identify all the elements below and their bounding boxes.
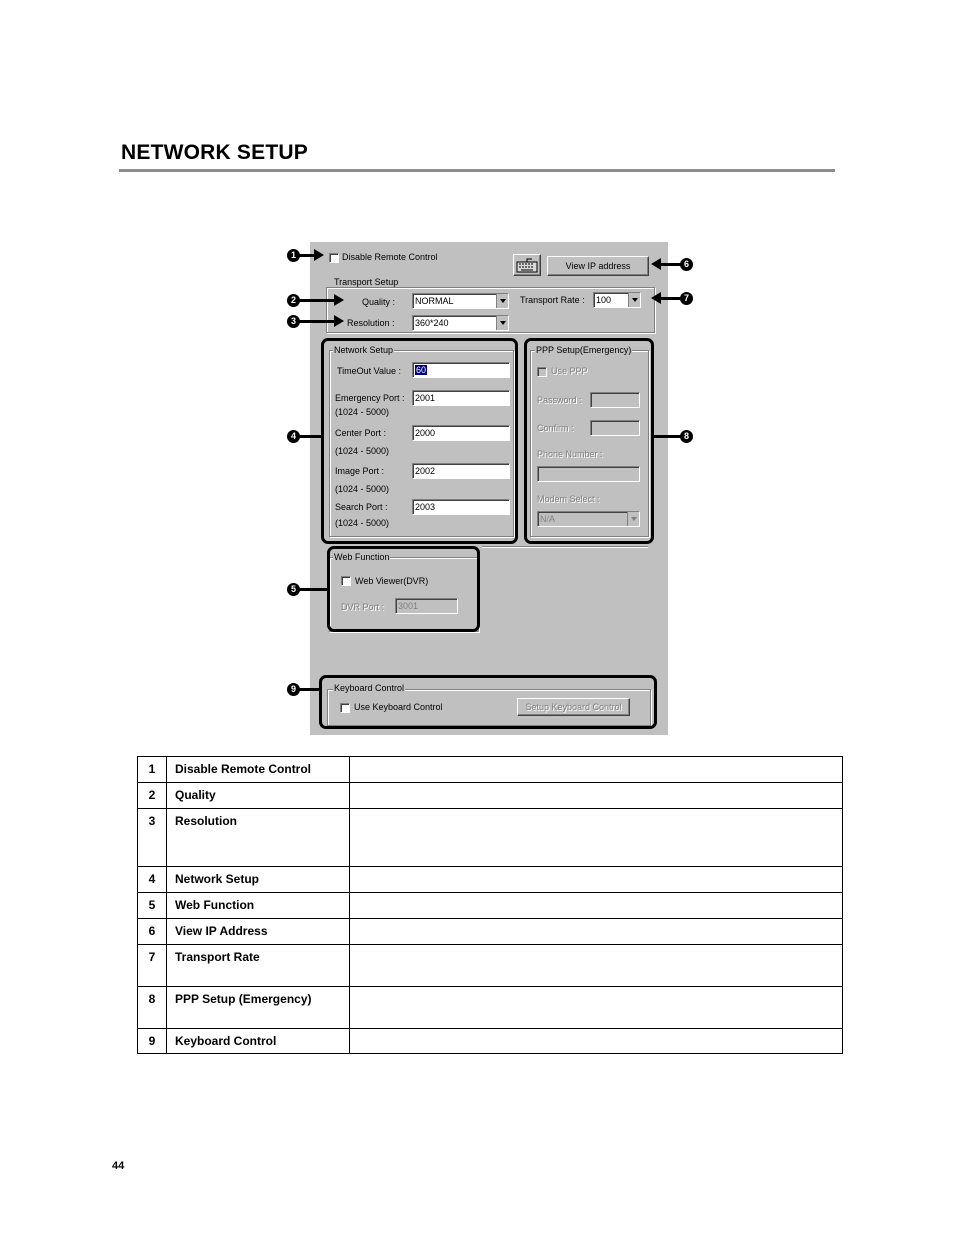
image-port-label: Image Port : (335, 466, 385, 476)
row-number: 2 (138, 783, 167, 809)
emergency-port-value: 2001 (415, 393, 436, 403)
use-keyboard-label: Use Keyboard Control (354, 702, 443, 712)
resolution-dropdown[interactable] (412, 315, 509, 331)
quality-value: NORMAL (415, 296, 454, 306)
confirm-label: Confirm : (537, 423, 574, 433)
web-viewer-label: Web Viewer(DVR) (355, 576, 429, 586)
callout-1: 1 (287, 249, 300, 262)
row-number: 3 (138, 809, 167, 867)
callout-box-keyboard (319, 675, 657, 729)
row-description (350, 893, 843, 919)
table-row (138, 987, 843, 1029)
row-description (350, 783, 843, 809)
image-port-range: (1024 - 5000) (335, 484, 390, 494)
center-port-range: (1024 - 5000) (335, 446, 390, 456)
separator-line (482, 546, 648, 547)
web-function-title: Web Function (334, 552, 390, 562)
row-number: 5 (138, 893, 167, 919)
keyboard-control-title: Keyboard Control (334, 683, 405, 693)
dvr-port-value: 3001 (398, 601, 419, 611)
table-row (138, 945, 843, 987)
phone-number-label: Phone Number : (537, 449, 603, 459)
table-row (138, 919, 843, 945)
row-name: Quality (167, 783, 350, 809)
arrow-line (298, 588, 329, 591)
arrow-line (298, 435, 323, 438)
chevron-down-icon[interactable] (628, 293, 640, 307)
quality-dropdown[interactable] (412, 293, 509, 309)
row-description (350, 1029, 843, 1054)
transport-setup-title: Transport Setup (334, 277, 399, 287)
row-description (350, 867, 843, 893)
resolution-value: 360*240 (415, 318, 449, 328)
arrow-line (298, 299, 334, 302)
callout-5: 5 (287, 583, 300, 596)
row-number: 6 (138, 919, 167, 945)
search-port-value: 2003 (415, 502, 436, 512)
resolution-label: Resolution : (347, 318, 395, 328)
row-description (350, 945, 843, 987)
table-row (138, 1029, 843, 1054)
table-row (138, 809, 843, 867)
callout-box-network (321, 338, 518, 544)
transport-rate-value: 100 (596, 295, 612, 305)
image-port-value: 2002 (415, 466, 436, 476)
arrow-line (660, 263, 681, 266)
row-name: Resolution (167, 809, 350, 867)
callout-7: 7 (680, 292, 693, 305)
callout-6: 6 (680, 258, 693, 271)
modem-select-value: N/A (540, 514, 556, 524)
emergency-port-range: (1024 - 5000) (335, 407, 390, 417)
center-port-value: 2000 (415, 428, 436, 438)
modem-select-label: Modem Select : (537, 494, 600, 504)
network-setup-title: Network Setup (334, 345, 394, 355)
arrow-line (660, 297, 681, 300)
search-port-label: Search Port : (335, 502, 388, 512)
transport-rate-dropdown[interactable] (593, 292, 641, 308)
table-row (138, 783, 843, 809)
disable-remote-checkbox[interactable] (329, 253, 339, 263)
row-number: 4 (138, 867, 167, 893)
disable-remote-label: Disable Remote Control (342, 252, 438, 262)
table-row (138, 867, 843, 893)
arrow-line (298, 320, 334, 323)
use-ppp-label: Use PPP (551, 366, 588, 376)
dvr-port-label: DVR Port : (341, 602, 385, 612)
callout-9: 9 (287, 683, 300, 696)
transport-rate-label: Transport Rate : (520, 295, 585, 305)
row-name: Web Function (167, 893, 350, 919)
page-number: 44 (112, 1160, 125, 1172)
callout-2: 2 (287, 294, 300, 307)
row-description (350, 809, 843, 867)
callout-3: 3 (287, 315, 300, 328)
row-name: Keyboard Control (167, 1029, 350, 1054)
table-row (138, 893, 843, 919)
arrow-line (298, 688, 321, 691)
row-name: PPP Setup (Emergency) (167, 987, 350, 1029)
setup-keyboard-button[interactable]: Setup Keyboard Control (517, 698, 630, 716)
chevron-down-icon[interactable] (496, 316, 508, 330)
password-label: Password : (537, 395, 582, 405)
emergency-port-label: Emergency Port : (335, 393, 405, 403)
arrow-right-icon (334, 315, 344, 327)
row-number: 7 (138, 945, 167, 987)
center-port-label: Center Port : (335, 428, 387, 438)
callout-box-ppp (524, 338, 654, 544)
timeout-label: TimeOut Value : (337, 366, 402, 376)
network-setup-dialog (310, 242, 668, 735)
callout-8: 8 (680, 430, 693, 443)
search-port-range: (1024 - 5000) (335, 518, 390, 528)
row-name: Network Setup (167, 867, 350, 893)
row-description (350, 919, 843, 945)
row-number: 8 (138, 987, 167, 1029)
quality-label: Quality : (362, 297, 396, 307)
callout-4: 4 (287, 430, 300, 443)
ppp-setup-title: PPP Setup(Emergency) (536, 345, 632, 355)
keyboard-icon[interactable] (513, 254, 541, 276)
page-title: NETWORK SETUP (121, 141, 308, 164)
arrow-right-icon (314, 249, 324, 261)
table-row (138, 757, 843, 783)
row-number: 9 (138, 1029, 167, 1054)
title-rule (119, 169, 835, 172)
legend-table (137, 756, 843, 1054)
row-number: 1 (138, 757, 167, 783)
view-ip-button[interactable]: View IP address (547, 256, 649, 276)
row-name: View IP Address (167, 919, 350, 945)
arrow-line (654, 435, 681, 438)
chevron-down-icon[interactable] (496, 294, 508, 308)
row-name: Transport Rate (167, 945, 350, 987)
timeout-value: 60 (416, 365, 427, 375)
arrow-line (298, 254, 314, 257)
row-name: Disable Remote Control (167, 757, 350, 783)
callout-box-web (327, 546, 480, 632)
row-description (350, 757, 843, 783)
arrow-right-icon (334, 294, 344, 306)
row-description (350, 987, 843, 1029)
